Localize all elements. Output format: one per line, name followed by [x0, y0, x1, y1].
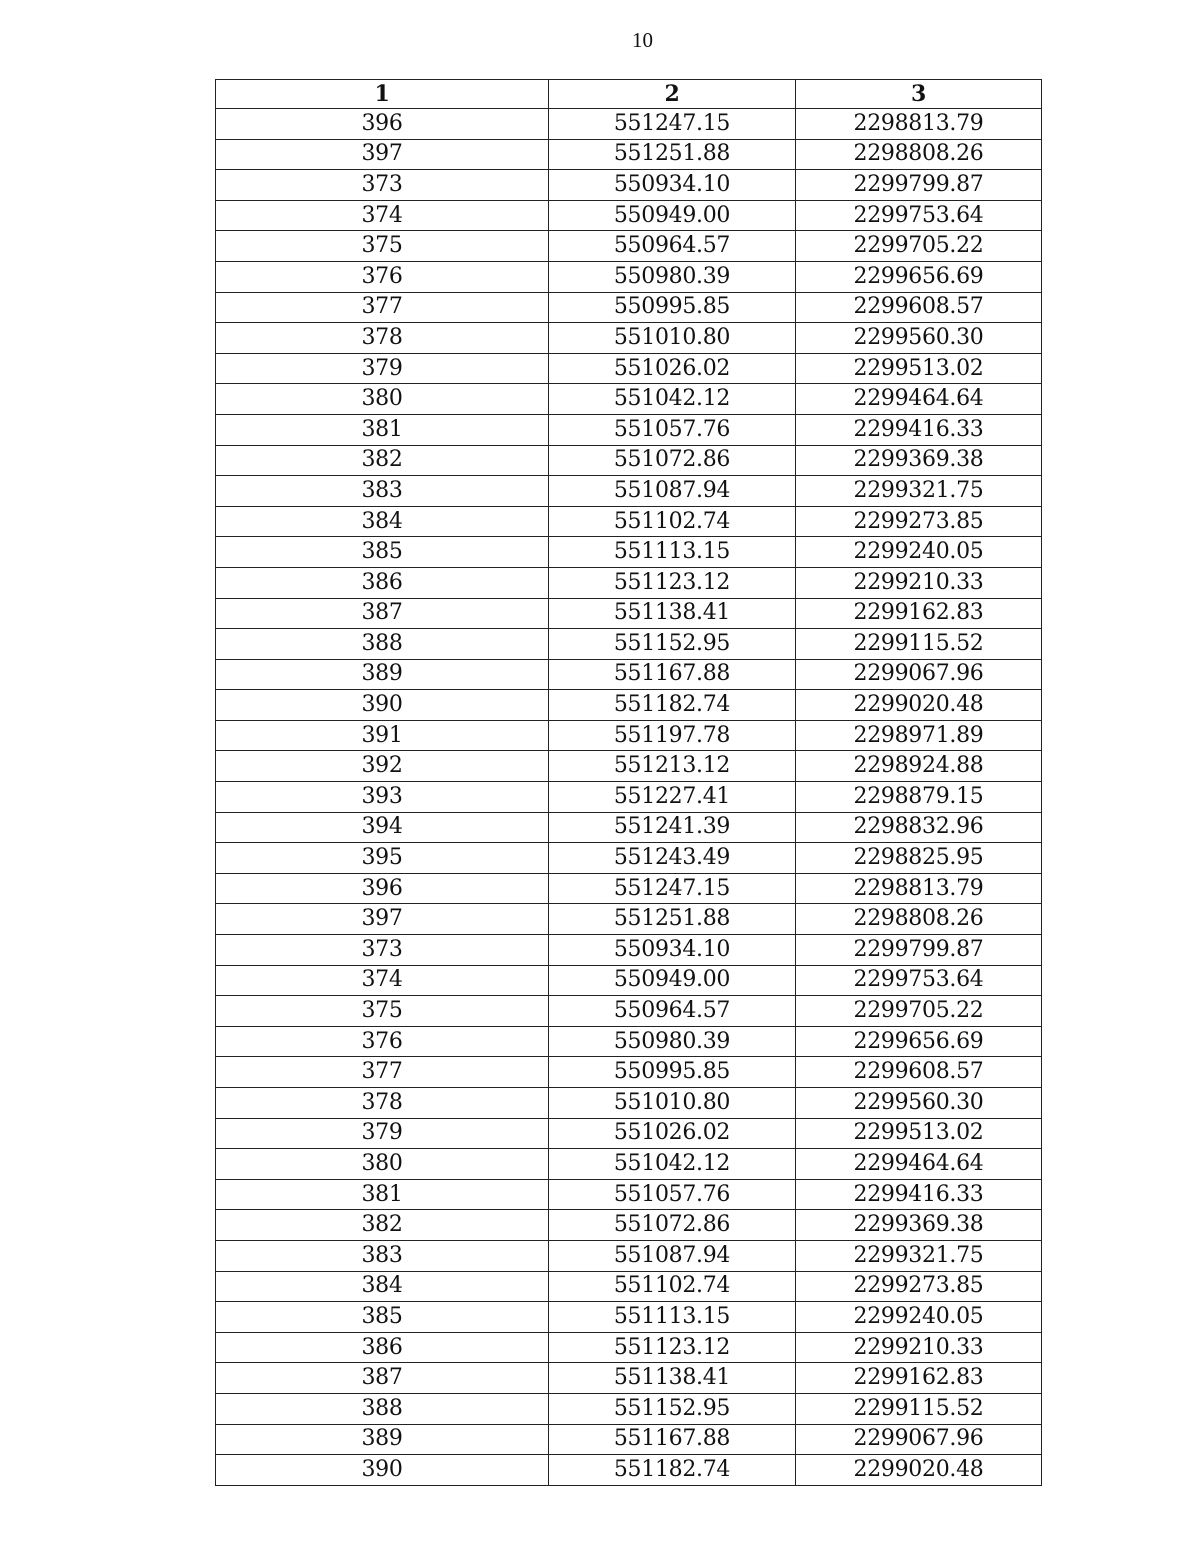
point-number-cell: 374 [216, 200, 549, 231]
table-row [216, 1026, 1042, 1057]
y-coordinate-cell: 2299513.02 [796, 353, 1042, 384]
x-coordinate-cell: 551213.12 [549, 751, 796, 782]
y-coordinate-cell: 2299067.96 [796, 659, 1042, 690]
table-row [216, 782, 1042, 813]
x-coordinate-cell: 551123.12 [549, 1332, 796, 1363]
y-coordinate-cell: 2299464.64 [796, 1149, 1042, 1180]
point-number-cell: 391 [216, 720, 549, 751]
point-number-cell: 375 [216, 996, 549, 1027]
table-row [216, 323, 1042, 354]
table-row [216, 1088, 1042, 1119]
point-number-cell: 377 [216, 292, 549, 323]
point-number-cell: 385 [216, 537, 549, 568]
x-coordinate-cell: 551087.94 [549, 476, 796, 507]
point-number-cell: 384 [216, 506, 549, 537]
x-coordinate-cell: 551247.15 [549, 873, 796, 904]
point-number-cell: 396 [216, 873, 549, 904]
table-row [216, 1455, 1042, 1486]
x-coordinate-cell: 551072.86 [549, 1210, 796, 1241]
point-number-cell: 387 [216, 1363, 549, 1394]
x-coordinate-cell: 551167.88 [549, 1424, 796, 1455]
point-number-cell: 381 [216, 1179, 549, 1210]
y-coordinate-cell: 2299115.52 [796, 1393, 1042, 1424]
point-number-cell: 380 [216, 384, 549, 415]
y-coordinate-cell: 2299560.30 [796, 323, 1042, 354]
y-coordinate-cell: 2299705.22 [796, 231, 1042, 262]
table-row [216, 170, 1042, 201]
table-row [216, 1118, 1042, 1149]
x-coordinate-cell: 551026.02 [549, 1118, 796, 1149]
x-coordinate-cell: 551138.41 [549, 598, 796, 629]
point-number-cell: 388 [216, 1393, 549, 1424]
y-coordinate-cell: 2299162.83 [796, 598, 1042, 629]
x-coordinate-cell: 551113.15 [549, 1302, 796, 1333]
y-coordinate-cell: 2299240.05 [796, 1302, 1042, 1333]
y-coordinate-cell: 2299513.02 [796, 1118, 1042, 1149]
point-number-cell: 396 [216, 109, 549, 140]
y-coordinate-cell: 2299560.30 [796, 1088, 1042, 1119]
point-number-cell: 383 [216, 1240, 549, 1271]
y-coordinate-cell: 2298825.95 [796, 843, 1042, 874]
table-row [216, 1240, 1042, 1271]
y-coordinate-cell: 2299656.69 [796, 261, 1042, 292]
point-number-cell: 376 [216, 1026, 549, 1057]
point-number-cell: 380 [216, 1149, 549, 1180]
x-coordinate-cell: 551102.74 [549, 1271, 796, 1302]
table-row [216, 751, 1042, 782]
coordinates-table [215, 79, 1042, 1486]
point-number-cell: 379 [216, 1118, 549, 1149]
x-coordinate-cell: 551251.88 [549, 139, 796, 170]
point-number-cell: 373 [216, 170, 549, 201]
x-coordinate-cell: 551057.76 [549, 1179, 796, 1210]
y-coordinate-cell: 2299273.85 [796, 1271, 1042, 1302]
page-number: 10 [632, 28, 653, 52]
point-number-cell: 390 [216, 1455, 549, 1486]
table-row [216, 445, 1042, 476]
y-coordinate-cell: 2299210.33 [796, 567, 1042, 598]
point-number-cell: 394 [216, 812, 549, 843]
point-number-cell: 378 [216, 1088, 549, 1119]
y-coordinate-cell: 2299369.38 [796, 1210, 1042, 1241]
table-row [216, 1363, 1042, 1394]
y-coordinate-cell: 2299321.75 [796, 476, 1042, 507]
point-number-cell: 389 [216, 1424, 549, 1455]
table-row [216, 506, 1042, 537]
table-row [216, 629, 1042, 660]
point-number-cell: 393 [216, 782, 549, 813]
table-row [216, 720, 1042, 751]
x-coordinate-cell: 551247.15 [549, 109, 796, 140]
point-number-cell: 388 [216, 629, 549, 660]
table-row [216, 1332, 1042, 1363]
table-row [216, 139, 1042, 170]
table-row [216, 1271, 1042, 1302]
table-row [216, 873, 1042, 904]
table-row [216, 476, 1042, 507]
y-coordinate-cell: 2299608.57 [796, 292, 1042, 323]
y-coordinate-cell: 2299753.64 [796, 200, 1042, 231]
point-number-cell: 381 [216, 414, 549, 445]
y-coordinate-cell: 2298924.88 [796, 751, 1042, 782]
x-coordinate-cell: 550980.39 [549, 261, 796, 292]
table-row [216, 261, 1042, 292]
table-row [216, 904, 1042, 935]
y-coordinate-cell: 2299608.57 [796, 1057, 1042, 1088]
y-coordinate-cell: 2299210.33 [796, 1332, 1042, 1363]
x-coordinate-cell: 551042.12 [549, 1149, 796, 1180]
table-header-row [216, 80, 1042, 109]
table-row [216, 1179, 1042, 1210]
column-header: 3 [796, 80, 1042, 109]
x-coordinate-cell: 550964.57 [549, 231, 796, 262]
table-row [216, 996, 1042, 1027]
x-coordinate-cell: 551010.80 [549, 1088, 796, 1119]
table-row [216, 659, 1042, 690]
point-number-cell: 383 [216, 476, 549, 507]
point-number-cell: 384 [216, 1271, 549, 1302]
table-row [216, 1057, 1042, 1088]
x-coordinate-cell: 551123.12 [549, 567, 796, 598]
x-coordinate-cell: 551042.12 [549, 384, 796, 415]
y-coordinate-cell: 2299705.22 [796, 996, 1042, 1027]
y-coordinate-cell: 2299020.48 [796, 1455, 1042, 1486]
y-coordinate-cell: 2298808.26 [796, 139, 1042, 170]
table-row [216, 965, 1042, 996]
point-number-cell: 382 [216, 445, 549, 476]
point-number-cell: 392 [216, 751, 549, 782]
x-coordinate-cell: 551057.76 [549, 414, 796, 445]
x-coordinate-cell: 551138.41 [549, 1363, 796, 1394]
x-coordinate-cell: 551241.39 [549, 812, 796, 843]
point-number-cell: 378 [216, 323, 549, 354]
point-number-cell: 386 [216, 567, 549, 598]
x-coordinate-cell: 551167.88 [549, 659, 796, 690]
point-number-cell: 382 [216, 1210, 549, 1241]
y-coordinate-cell: 2299115.52 [796, 629, 1042, 660]
x-coordinate-cell: 551152.95 [549, 1393, 796, 1424]
y-coordinate-cell: 2299416.33 [796, 1179, 1042, 1210]
point-number-cell: 376 [216, 261, 549, 292]
x-coordinate-cell: 551197.78 [549, 720, 796, 751]
y-coordinate-cell: 2298813.79 [796, 109, 1042, 140]
table-row [216, 690, 1042, 721]
y-coordinate-cell: 2299416.33 [796, 414, 1042, 445]
x-coordinate-cell: 551243.49 [549, 843, 796, 874]
x-coordinate-cell: 550934.10 [549, 170, 796, 201]
y-coordinate-cell: 2299799.87 [796, 935, 1042, 966]
table-row [216, 1302, 1042, 1333]
point-number-cell: 375 [216, 231, 549, 262]
x-coordinate-cell: 551227.41 [549, 782, 796, 813]
x-coordinate-cell: 551026.02 [549, 353, 796, 384]
point-number-cell: 387 [216, 598, 549, 629]
table-row [216, 1393, 1042, 1424]
y-coordinate-cell: 2299799.87 [796, 170, 1042, 201]
x-coordinate-cell: 550934.10 [549, 935, 796, 966]
y-coordinate-cell: 2299020.48 [796, 690, 1042, 721]
x-coordinate-cell: 551010.80 [549, 323, 796, 354]
point-number-cell: 374 [216, 965, 549, 996]
point-number-cell: 377 [216, 1057, 549, 1088]
x-coordinate-cell: 550949.00 [549, 200, 796, 231]
x-coordinate-cell: 550949.00 [549, 965, 796, 996]
table-row [216, 1210, 1042, 1241]
table-row [216, 200, 1042, 231]
table-row [216, 353, 1042, 384]
table-row [216, 935, 1042, 966]
x-coordinate-cell: 550995.85 [549, 1057, 796, 1088]
table-row [216, 1424, 1042, 1455]
table-row [216, 812, 1042, 843]
y-coordinate-cell: 2298808.26 [796, 904, 1042, 935]
x-coordinate-cell: 550995.85 [549, 292, 796, 323]
y-coordinate-cell: 2298832.96 [796, 812, 1042, 843]
table-row [216, 109, 1042, 140]
y-coordinate-cell: 2299321.75 [796, 1240, 1042, 1271]
y-coordinate-cell: 2298971.89 [796, 720, 1042, 751]
column-header: 2 [549, 80, 796, 109]
x-coordinate-cell: 551072.86 [549, 445, 796, 476]
x-coordinate-cell: 551152.95 [549, 629, 796, 660]
y-coordinate-cell: 2299162.83 [796, 1363, 1042, 1394]
table-row [216, 598, 1042, 629]
y-coordinate-cell: 2299067.96 [796, 1424, 1042, 1455]
point-number-cell: 397 [216, 139, 549, 170]
x-coordinate-cell: 551251.88 [549, 904, 796, 935]
point-number-cell: 373 [216, 935, 549, 966]
point-number-cell: 390 [216, 690, 549, 721]
x-coordinate-cell: 550964.57 [549, 996, 796, 1027]
x-coordinate-cell: 551182.74 [549, 690, 796, 721]
point-number-cell: 385 [216, 1302, 549, 1333]
x-coordinate-cell: 551087.94 [549, 1240, 796, 1271]
table-row [216, 567, 1042, 598]
point-number-cell: 379 [216, 353, 549, 384]
y-coordinate-cell: 2299656.69 [796, 1026, 1042, 1057]
x-coordinate-cell: 551102.74 [549, 506, 796, 537]
y-coordinate-cell: 2298879.15 [796, 782, 1042, 813]
table-row [216, 537, 1042, 568]
y-coordinate-cell: 2299273.85 [796, 506, 1042, 537]
y-coordinate-cell: 2299240.05 [796, 537, 1042, 568]
column-header: 1 [216, 80, 549, 109]
table-row [216, 414, 1042, 445]
table-row [216, 843, 1042, 874]
table-row [216, 384, 1042, 415]
point-number-cell: 386 [216, 1332, 549, 1363]
table-row [216, 292, 1042, 323]
y-coordinate-cell: 2299464.64 [796, 384, 1042, 415]
table-row [216, 231, 1042, 262]
y-coordinate-cell: 2298813.79 [796, 873, 1042, 904]
x-coordinate-cell: 551182.74 [549, 1455, 796, 1486]
point-number-cell: 389 [216, 659, 549, 690]
y-coordinate-cell: 2299369.38 [796, 445, 1042, 476]
x-coordinate-cell: 550980.39 [549, 1026, 796, 1057]
y-coordinate-cell: 2299753.64 [796, 965, 1042, 996]
x-coordinate-cell: 551113.15 [549, 537, 796, 568]
table-body [216, 109, 1042, 1486]
table-row [216, 1149, 1042, 1180]
point-number-cell: 395 [216, 843, 549, 874]
point-number-cell: 397 [216, 904, 549, 935]
